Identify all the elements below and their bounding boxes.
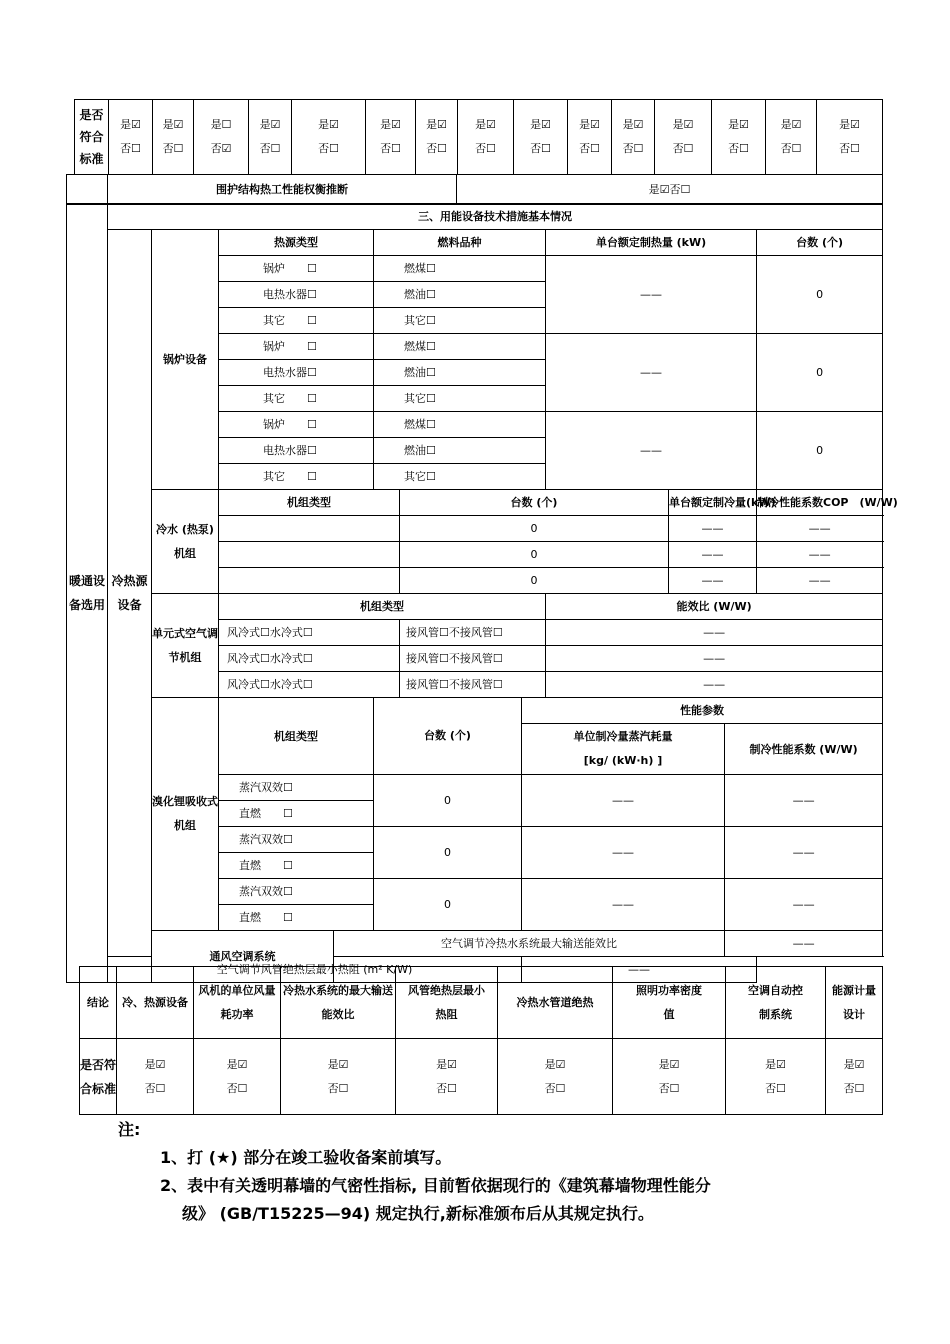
absorption-type: 蒸汽双效☐ xyxy=(219,827,374,853)
conclusion-value: 是☑ 否☐ xyxy=(726,1039,826,1115)
conclusion-header: 风机的单位风量耗功率 xyxy=(194,967,281,1039)
unitary-cooling-type: 风冷式☐水冷式☐ xyxy=(219,672,400,698)
chiller-type xyxy=(219,568,400,594)
compliance-label: 是否符合标准 xyxy=(75,100,109,175)
compliance-cell: 是☑ 否☐ xyxy=(249,100,292,175)
chiller-type xyxy=(219,542,400,568)
conclusion-header: 冷、热源设备 xyxy=(117,967,194,1039)
fuel-type: 其它☐ xyxy=(374,386,546,412)
conclusion-header: 冷热水系统的最大输送能效比 xyxy=(281,967,396,1039)
unitary-header: 机组类型 xyxy=(219,594,546,620)
chiller-header: 单台额定制冷量(kW) xyxy=(669,490,757,516)
conclusion-value: 是☑ 否☐ xyxy=(117,1039,194,1115)
absorption-count-header: 台数 (个) xyxy=(374,698,522,775)
boiler-count: 0 xyxy=(757,256,883,334)
ventilation-item: 空气调节风管绝热层最小热阻 (m² K/W) xyxy=(108,957,522,983)
ventilation-value: —— xyxy=(725,931,883,957)
absorption-type: 直燃 ☐ xyxy=(219,853,374,879)
unitary-eer: —— xyxy=(546,646,883,672)
unitary-label: 单元式空气调节机组 xyxy=(152,594,219,698)
unitary-header: 能效比 (W/W) xyxy=(546,594,883,620)
heat-type: 其它 ☐ xyxy=(219,464,374,490)
compliance-cell: 是☑ 否☐ xyxy=(366,100,416,175)
fuel-type: 其它☐ xyxy=(374,308,546,334)
conclusion-header: 能源计量设计 xyxy=(826,967,883,1039)
chiller-capacity: —— xyxy=(669,568,757,594)
chiller-cop: —— xyxy=(757,516,883,542)
compliance-cell: 是☑ 否☐ xyxy=(817,100,883,175)
chiller-header: 台数 (个) xyxy=(400,490,669,516)
absorption-type-header: 机组类型 xyxy=(219,698,374,775)
fuel-type: 其它☐ xyxy=(374,464,546,490)
heat-type: 电热水器☐ xyxy=(219,282,374,308)
compliance-cell: 是☑ 否☐ xyxy=(109,100,153,175)
boiler-count: 0 xyxy=(757,412,883,490)
compliance-cell: 是☑ 否☐ xyxy=(612,100,655,175)
conclusion-value: 是☑ 否☐ xyxy=(396,1039,498,1115)
absorption-label: 溴化锂吸收式机组 xyxy=(152,698,219,931)
chiller-cop: —— xyxy=(757,542,883,568)
section-title: 三、用能设备技术措施基本情况 xyxy=(108,204,883,230)
hvac-table xyxy=(66,203,898,983)
chiller-capacity: —— xyxy=(669,516,757,542)
compliance-cell: 是☑ 否☐ xyxy=(153,100,194,175)
fuel-type: 燃煤☐ xyxy=(374,412,546,438)
unitary-cooling-type: 风冷式☐水冷式☐ xyxy=(219,620,400,646)
steam-consumption: —— xyxy=(522,827,725,879)
heat-type: 锅炉 ☐ xyxy=(219,334,374,360)
ventilation-item: 空气调节冷热水系统最大输送能效比 xyxy=(334,931,725,957)
unitary-duct-type: 接风管☐不接风管☐ xyxy=(400,672,546,698)
steam-consumption: —— xyxy=(522,879,725,931)
notes-title: 注: xyxy=(118,1120,141,1139)
conclusion-compliance-label: 是否符合标准 xyxy=(80,1039,117,1115)
compliance-cell: 是☑ 否☐ xyxy=(416,100,458,175)
conclusion-value: 是☑ 否☐ xyxy=(826,1039,883,1115)
chiller-count: 0 xyxy=(400,516,669,542)
cooling-cop: —— xyxy=(725,879,883,931)
chiller-header: 机组类型 xyxy=(219,490,400,516)
chiller-type xyxy=(219,516,400,542)
rated-heat: —— xyxy=(546,334,757,412)
top-compliance-table xyxy=(74,99,883,175)
fuel-type: 燃油☐ xyxy=(374,360,546,386)
conclusion-header: 冷热水管道绝热 xyxy=(498,967,613,1039)
absorption-type: 直燃 ☐ xyxy=(219,801,374,827)
ventilation-label: 通风空调系统 xyxy=(152,931,334,983)
boiler-header: 台数 (个) xyxy=(757,230,883,256)
absorption-type: 蒸汽双效☐ xyxy=(219,879,374,905)
unitary-duct-type: 接风管☐不接风管☐ xyxy=(400,620,546,646)
conclusion-header: 风管绝热层最小热阻 xyxy=(396,967,498,1039)
conclusion-label: 结论 xyxy=(80,967,117,1039)
unitary-eer: —— xyxy=(546,620,883,646)
fuel-type: 燃煤☐ xyxy=(374,334,546,360)
heat-type: 其它 ☐ xyxy=(219,308,374,334)
heat-type: 锅炉 ☐ xyxy=(219,256,374,282)
tradeoff-table xyxy=(66,174,883,205)
hvac-side-label: 暖通设备选用 xyxy=(67,204,108,983)
unitary-cooling-type: 风冷式☐水冷式☐ xyxy=(219,646,400,672)
heat-type: 电热水器☐ xyxy=(219,360,374,386)
unitary-eer: —— xyxy=(546,672,883,698)
compliance-cell: 是☑ 否☐ xyxy=(655,100,712,175)
conclusion-value: 是☑ 否☐ xyxy=(194,1039,281,1115)
boiler-header: 燃料品种 xyxy=(374,230,546,256)
steam-consumption-header: 单位制冷量蒸汽耗量 [kg/ (kW·h) ] xyxy=(522,724,725,775)
boiler-header: 单台额定制热量 (kW) xyxy=(546,230,757,256)
chiller-count: 0 xyxy=(400,542,669,568)
source-equipment-label: 冷热源设备 xyxy=(108,230,152,957)
cooling-cop: —— xyxy=(725,775,883,827)
note-item: 1、打 (★) 部分在竣工验收备案前填写。 xyxy=(160,1148,452,1167)
compliance-cell: 是☐ 否☑ xyxy=(194,100,249,175)
heat-type: 电热水器☐ xyxy=(219,438,374,464)
performance-header: 性能参数 xyxy=(522,698,883,724)
conclusion-header: 空调自动控制系统 xyxy=(726,967,826,1039)
compliance-cell: 是☑ 否☐ xyxy=(292,100,366,175)
absorption-count: 0 xyxy=(374,827,522,879)
conclusion-value: 是☑ 否☐ xyxy=(613,1039,726,1115)
conclusion-header: 照明功率密度值 xyxy=(613,967,726,1039)
compliance-cell: 是☑ 否☐ xyxy=(458,100,514,175)
fuel-type: 燃油☐ xyxy=(374,282,546,308)
chiller-header: 制冷性能系数COP (W/W) xyxy=(757,490,883,516)
rated-heat: —— xyxy=(546,412,757,490)
unitary-duct-type: 接风管☐不接风管☐ xyxy=(400,646,546,672)
absorption-count: 0 xyxy=(374,775,522,827)
fuel-type: 燃油☐ xyxy=(374,438,546,464)
conclusion-table xyxy=(79,966,883,1115)
rated-heat: —— xyxy=(546,256,757,334)
chiller-count: 0 xyxy=(400,568,669,594)
cooling-cop: —— xyxy=(725,827,883,879)
tradeoff-value: 是☑否☐ xyxy=(457,175,883,205)
note-item: 2、表中有关透明幕墙的气密性指标, 目前暂依据现行的《建筑幕墙物理性能分 xyxy=(160,1176,711,1195)
absorption-count: 0 xyxy=(374,879,522,931)
boiler-label: 锅炉设备 xyxy=(152,230,219,490)
conclusion-value: 是☑ 否☐ xyxy=(498,1039,613,1115)
absorption-type: 蒸汽双效☐ xyxy=(219,775,374,801)
heat-type: 其它 ☐ xyxy=(219,386,374,412)
chiller-cop: —— xyxy=(757,568,883,594)
compliance-cell: 是☑ 否☐ xyxy=(712,100,766,175)
ventilation-value: —— xyxy=(522,957,757,983)
cooling-cop-header: 制冷性能系数 (W/W) xyxy=(725,724,883,775)
boiler-header: 热源类型 xyxy=(219,230,374,256)
note-item: 级》 (GB/T15225—94) 规定执行,新标准颁布后从其规定执行。 xyxy=(182,1204,654,1223)
conclusion-value: 是☑ 否☐ xyxy=(281,1039,396,1115)
fuel-type: 燃煤☐ xyxy=(374,256,546,282)
compliance-cell: 是☑ 否☐ xyxy=(568,100,612,175)
compliance-cell: 是☑ 否☐ xyxy=(766,100,817,175)
tradeoff-label: 围护结构热工性能权衡推断 xyxy=(108,175,457,205)
chiller-capacity: —— xyxy=(669,542,757,568)
absorption-type: 直燃 ☐ xyxy=(219,905,374,931)
chiller-label: 冷水 (热泵) 机组 xyxy=(152,490,219,594)
heat-type: 锅炉 ☐ xyxy=(219,412,374,438)
boiler-count: 0 xyxy=(757,334,883,412)
steam-consumption: —— xyxy=(522,775,725,827)
notes xyxy=(118,1116,711,1228)
compliance-cell: 是☑ 否☐ xyxy=(514,100,568,175)
